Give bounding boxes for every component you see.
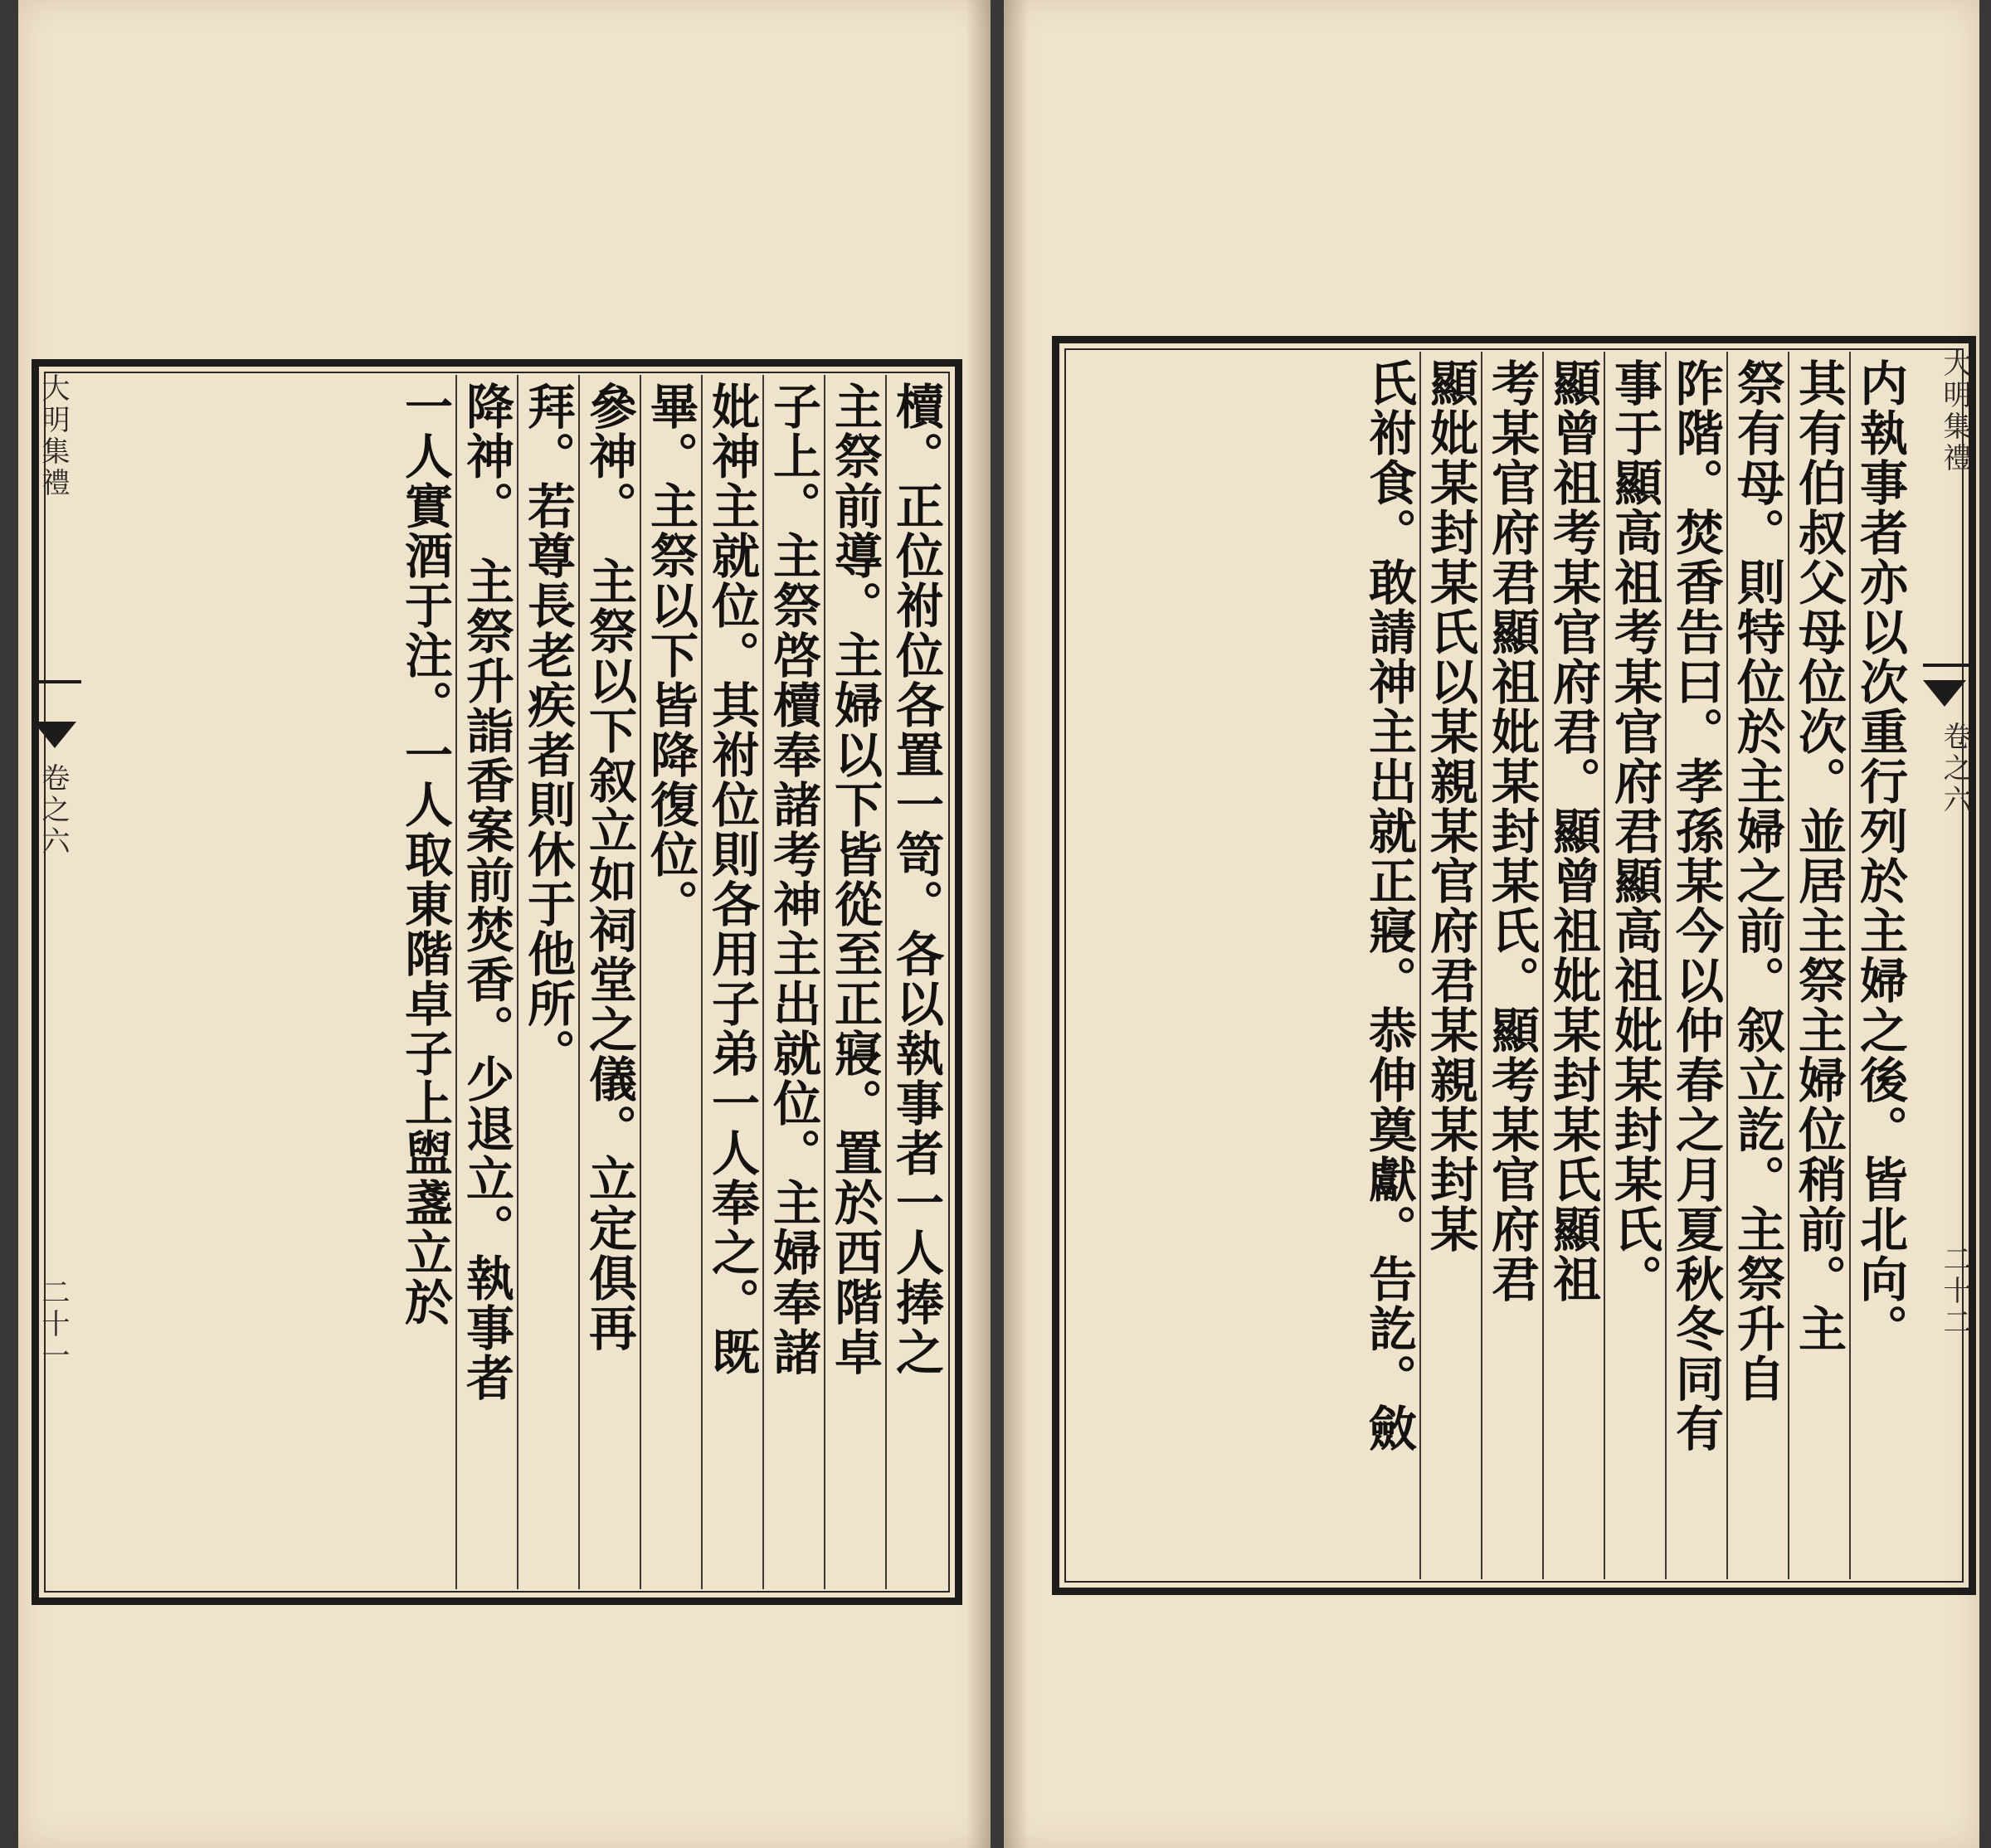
left-column-9: 一人實酒于注。一人取東階卓子上盥盞立於 [397,382,453,1327]
left-column-3: 子上。主祭啓櫝奉諸考神主出就位。主婦奉諸 [762,375,824,1589]
right-column-9: 氏祔食。敢請神主出就正寢。恭伸奠獻。告訖。斂 [1361,358,1417,1453]
right-fishtail-mark [1923,680,1966,707]
left-margin-title: 大明集禮 [37,373,70,499]
left-fold-rule [33,680,81,683]
left-fishtail-mark [33,722,76,748]
right-column-7: 考某官府君顯祖妣某封某氏。顯考某官府君 [1481,352,1542,1579]
right-margin-title: 大明集禮 [1938,348,1971,474]
left-column-8: 降神。 主祭升詣香案前焚香。少退立。執事者 [455,375,517,1589]
right-margin-volume: 卷之六 [1938,722,1971,816]
right-column-1: 内執事者亦以次重行列於主婦之後。皆北向。 [1849,352,1911,1579]
right-text-frame [1052,336,1976,1595]
right-column-2: 其有伯叔父母位次。並居主祭主婦位稍前。主 [1788,352,1849,1579]
left-column-1: 櫝。正位祔位各置一笥。各以執事者一人捧之 [885,375,947,1589]
spine-shadow-left [966,0,991,1848]
left-text-frame [32,359,962,1605]
left-column-5: 畢。主祭以下皆降復位。 [640,375,701,1589]
right-column-6: 顯曾祖考某官府君。顯曾祖妣某封某氏顯祖 [1542,352,1604,1579]
left-margin-page-number: 二十一 [37,1277,70,1372]
right-column-5: 事于顯高祖考某官府君顯高祖妣某封某氏。 [1604,352,1665,1579]
left-margin-volume: 卷之六 [37,763,70,858]
right-text-columns [1076,352,1911,1579]
left-text-columns [97,375,947,1589]
spine-shadow-right [1004,0,1029,1848]
left-column-6: 參神。 主祭以下叙立如祠堂之儀。立定俱再 [578,375,640,1589]
left-column-4: 妣神主就位。其祔位則各用子弟一人奉之。既 [701,375,762,1589]
right-margin-page-number: 二十二 [1938,1244,1971,1339]
right-fold-rule [1923,664,1971,667]
left-column-2: 主祭前導。主婦以下皆從至正寢。置於西階卓 [824,375,885,1589]
left-column-7: 拜。若尊長老疾者則休于他所。 [517,375,578,1589]
right-column-8: 顯妣某封某氏以某親某官府君某親某封某 [1419,352,1481,1579]
right-column-3: 祭有母。則特位於主婦之前。叙立訖。主祭升自 [1726,352,1788,1579]
right-column-4: 阼階。焚香告曰。孝孫某今以仲春之月夏秋冬同有 [1665,352,1726,1579]
